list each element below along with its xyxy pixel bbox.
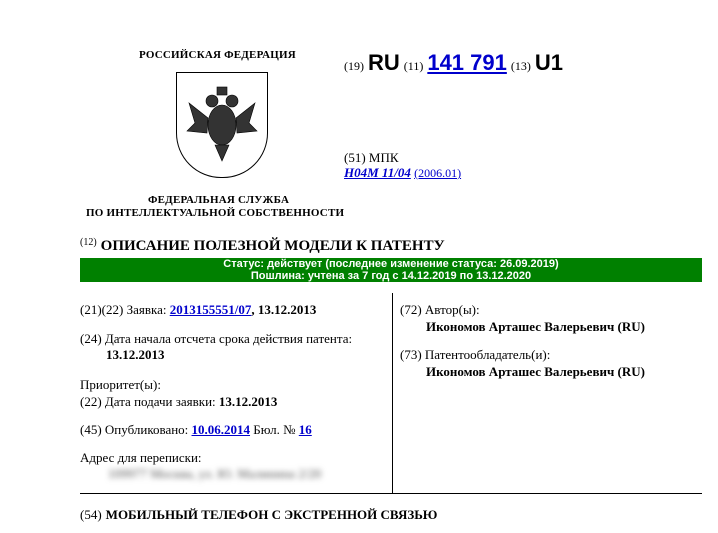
country-code: RU [368,50,400,75]
status-bar [80,258,702,282]
address-label: Адрес для переписки: [80,450,202,465]
bulletin-number-link[interactable]: 16 [298,422,312,437]
agency-name-line1: ФЕДЕРАЛЬНАЯ СЛУЖБА [148,194,290,206]
status-line: Статус: действует (последнее изменение статуса: 26.09.2019) [223,258,559,270]
agency-name-line2: ПО ИНТЕЛЛЕКТУАЛЬНОЙ СОБСТВЕННОСТИ [86,207,345,219]
filing-date: 13.12.2013 [218,394,278,409]
application-number-link[interactable]: 2013155551/07 [169,302,252,317]
code-11: (11) [403,59,424,73]
address-value: 109977 Москва, ул. Ю. Малинина 2/20 [108,466,322,481]
fee-line: Пошлина: учтена за 7 год с 14.12.2019 по 13.12.2020 [250,270,532,282]
owner-name: Икономов Арташес Валерьевич (RU) [426,364,645,379]
ipc-version-link[interactable]: (2006.01) [414,166,462,180]
code-19: (19) [344,59,364,73]
title-text: МОБИЛЬНЫЙ ТЕЛЕФОН С ЭКСТРЕННОЙ СВЯЗЬЮ [105,507,438,522]
section-divider [80,493,702,494]
filing-date-row [80,394,277,410]
country-name: РОССИЙСКАЯ ФЕДЕРАЦИЯ [139,49,296,61]
doc-type-code: (12) [80,237,97,248]
application-label: (21)(22) Заявка: [80,302,170,317]
kind-code: U1 [534,50,563,75]
priority-label: Приоритет(ы): [80,377,161,392]
ipc-class-link[interactable]: H04M 11/04 [344,165,411,180]
patent-number-link[interactable]: 141 791 [427,50,507,75]
term-start-label: (24) Дата начала отсчета срока действия патента: [80,331,353,346]
ipc-classification [344,165,461,181]
bulletin-label: Бюл. № [250,422,299,437]
column-divider [392,293,393,493]
doc-title-text: ОПИСАНИЕ ПОЛЕЗНОЙ МОДЕЛИ К ПАТЕНТУ [100,238,445,254]
title-code: (54) [80,507,102,522]
author-label: (72) Автор(ы): [400,302,480,317]
published-date-link[interactable]: 10.06.2014 [191,422,251,437]
term-start-date: 13.12.2013 [106,347,165,362]
utility-model-title [80,506,437,524]
application-row [80,302,316,318]
filing-date-label: (22) Дата подачи заявки: [80,394,219,409]
document-title [80,237,445,255]
coat-of-arms-emblem [176,72,268,178]
double-headed-eagle-icon [177,73,267,177]
code-13: (13) [510,59,531,73]
patent-number-line [344,50,563,76]
application-date: , 13.12.2013 [251,302,317,317]
publication-row [80,422,312,438]
owner-label: (73) Патентообладатель(и): [400,347,551,362]
ipc-label: (51) МПК [344,150,399,165]
author-name: Икономов Арташес Валерьевич (RU) [426,319,645,334]
published-label: (45) Опубликовано: [80,422,192,437]
